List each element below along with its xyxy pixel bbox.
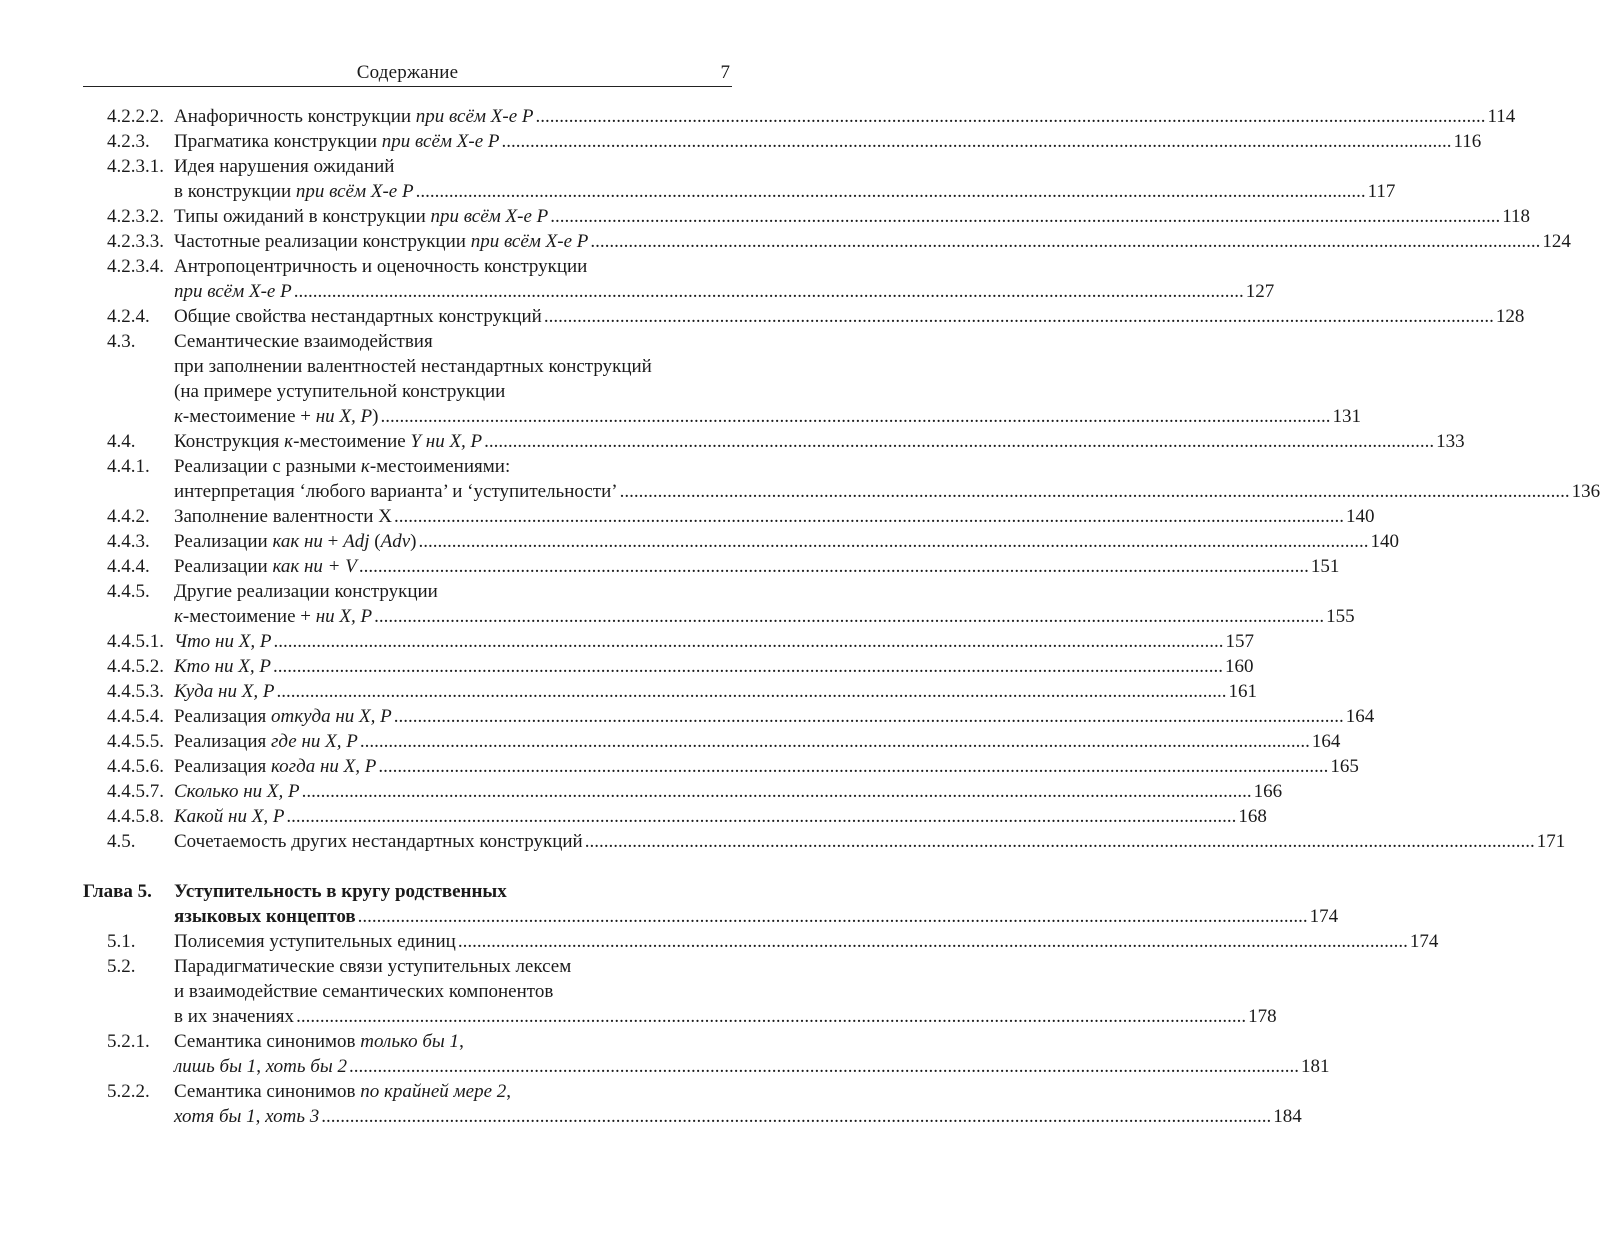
toc-entry-line bbox=[0, 404, 1361, 429]
dot-leader: ........................................................................................................................................................................................................ bbox=[358, 556, 1309, 577]
dot-leader: ........................................................................................................................................................................................................ bbox=[276, 681, 1227, 702]
toc-title-italic-fragment: только бы 1 bbox=[360, 1031, 460, 1052]
toc-page-number[interactable]: 174 bbox=[1409, 931, 1439, 952]
toc-page-number[interactable]: 118 bbox=[1502, 206, 1531, 227]
table-of-contents bbox=[0, 104, 1600, 1129]
toc-title-fragment: -местоимение + bbox=[182, 606, 316, 627]
toc-entry[interactable] bbox=[0, 304, 1525, 329]
toc-entry-number: 4.2.4. bbox=[107, 306, 150, 327]
toc-entry-line bbox=[0, 629, 1254, 654]
toc-entry-title bbox=[174, 929, 1439, 954]
toc-page-number[interactable]: 171 bbox=[1536, 831, 1566, 852]
dot-leader: ........................................................................................................................................................................................................ bbox=[457, 931, 1408, 952]
toc-entry[interactable] bbox=[0, 679, 1257, 704]
toc-entry-number: 4.4.5.3. bbox=[107, 681, 164, 702]
toc-entry-number: 4.4. bbox=[107, 431, 136, 452]
toc-title-fragment: -местоимение bbox=[293, 431, 411, 452]
toc-entry[interactable] bbox=[0, 154, 1396, 204]
toc-entry[interactable] bbox=[0, 804, 1267, 829]
toc-title-fragment: и взаимодействие семантических компонентов bbox=[174, 981, 554, 1002]
toc-title-italic-fragment: как ни + V bbox=[272, 556, 357, 577]
toc-entry-number: 4.2.3. bbox=[107, 131, 150, 152]
toc-entry-title bbox=[174, 379, 732, 404]
toc-title-fragment: языковых концептов bbox=[174, 906, 356, 927]
toc-title-italic-fragment: где ни Х, Р bbox=[271, 731, 358, 752]
toc-entry-title bbox=[174, 1004, 1277, 1029]
toc-entry[interactable] bbox=[0, 729, 1341, 754]
toc-entry-title bbox=[174, 629, 1254, 654]
toc-entry-title bbox=[174, 229, 1571, 254]
toc-entry-number: 4.4.2. bbox=[107, 506, 150, 527]
toc-title-fragment: Анафоричность конструкции bbox=[174, 106, 416, 127]
toc-entry-title bbox=[174, 704, 1375, 729]
toc-title-italic-fragment: Adv bbox=[380, 531, 411, 552]
toc-entry-title bbox=[174, 479, 1600, 504]
toc-entry[interactable] bbox=[0, 654, 1254, 679]
toc-entry-line bbox=[0, 429, 1465, 454]
toc-entry-title bbox=[174, 504, 1375, 529]
toc-page-number[interactable]: 127 bbox=[1245, 281, 1275, 302]
toc-entry-number: 5.1. bbox=[107, 931, 136, 952]
dot-leader: ........................................................................................................................................................................................................ bbox=[286, 806, 1237, 827]
toc-entry-title bbox=[174, 404, 1361, 429]
toc-entry-number: 4.4.5.7. bbox=[107, 781, 164, 802]
toc-entry-line bbox=[0, 504, 1375, 529]
toc-entry-line bbox=[0, 1104, 1302, 1129]
toc-entry-title bbox=[174, 304, 1525, 329]
dot-leader: ........................................................................................................................................................................................................ bbox=[380, 406, 1331, 427]
dot-leader: ........................................................................................................................................................................................................ bbox=[357, 906, 1308, 927]
toc-chapter-entry[interactable] bbox=[0, 879, 1339, 929]
toc-entry-line bbox=[0, 354, 827, 379]
toc-entry-number: 4.4.5.5. bbox=[107, 731, 164, 752]
dot-leader: ........................................................................................................................................................................................................ bbox=[393, 506, 1344, 527]
toc-page-number[interactable]: 181 bbox=[1300, 1056, 1330, 1077]
toc-title-fragment: Парадигматические связи уступительных лексем bbox=[174, 956, 572, 977]
toc-entry-line bbox=[0, 229, 1571, 254]
toc-title-fragment: (на примере уступительной конструкции bbox=[174, 381, 506, 402]
toc-entry-line bbox=[0, 1029, 827, 1054]
toc-entry-title bbox=[174, 1079, 732, 1104]
toc-entry[interactable] bbox=[0, 529, 1399, 554]
toc-entry-line bbox=[0, 1054, 1330, 1079]
toc-title-fragment: Реализации bbox=[174, 556, 273, 577]
toc-title-italic-fragment: Куда ни Х, Р bbox=[174, 681, 275, 702]
toc-entry-number: 4.2.2.2. bbox=[107, 106, 164, 127]
toc-entry-number: 4.5. bbox=[107, 831, 136, 852]
toc-title-fragment: + bbox=[322, 531, 344, 552]
dot-leader: ........................................................................................................................................................................................................ bbox=[272, 656, 1223, 677]
toc-title-italic-fragment: при всём Х-е Р bbox=[381, 131, 500, 152]
toc-entry[interactable] bbox=[0, 629, 1254, 654]
toc-entry-line bbox=[0, 279, 1275, 304]
toc-entry-title bbox=[174, 454, 732, 479]
toc-title-fragment: Уступительность в кругу родственных bbox=[174, 881, 507, 902]
dot-leader: ........................................................................................................................................................................................................ bbox=[374, 606, 1325, 627]
toc-title-italic-fragment: при всём Х-е Р bbox=[174, 281, 292, 302]
toc-entry[interactable] bbox=[0, 754, 1359, 779]
toc-entry-line bbox=[0, 554, 1340, 579]
toc-title-italic-fragment: ни Х, Р bbox=[315, 406, 373, 427]
toc-entry-title bbox=[174, 279, 1275, 304]
toc-entry[interactable] bbox=[0, 1029, 1330, 1079]
toc-entry-number: 5.2.2. bbox=[107, 1081, 150, 1102]
dot-leader: ........................................................................................................................................................................................................ bbox=[535, 106, 1486, 127]
toc-entry-line bbox=[0, 304, 1525, 329]
toc-page-number[interactable]: 140 bbox=[1370, 531, 1399, 552]
toc-title-fragment: Реализации bbox=[174, 531, 273, 552]
toc-title-fragment: Другие реализации конструкции bbox=[174, 581, 438, 602]
toc-title-fragment: в их значениях bbox=[174, 1006, 295, 1027]
toc-entry-line bbox=[0, 979, 827, 1004]
dot-leader: ........................................................................................................................................................................................................ bbox=[584, 831, 1535, 852]
toc-title-fragment: -местоимение + bbox=[182, 406, 316, 427]
toc-title-italic-fragment: Сколько ни Х, Р bbox=[174, 781, 300, 802]
dot-leader: ........................................................................................................................................................................................................ bbox=[296, 1006, 1247, 1027]
toc-entry-title bbox=[174, 779, 1283, 804]
toc-entry-line bbox=[0, 204, 1531, 229]
toc-page-number[interactable]: 165 bbox=[1330, 756, 1359, 777]
toc-title-fragment: Заполнение валентности Х bbox=[174, 506, 392, 527]
toc-title-italic-fragment: откуда ни Х, Р bbox=[271, 706, 392, 727]
toc-page-number[interactable]: 116 bbox=[1453, 131, 1482, 152]
toc-entry-line bbox=[0, 704, 1375, 729]
toc-entry-title bbox=[174, 429, 1465, 454]
toc-title-fragment: , bbox=[255, 1106, 266, 1127]
toc-entry-title bbox=[174, 1029, 732, 1054]
toc-entry-number: 5.2.1. bbox=[107, 1031, 150, 1052]
toc-title-italic-fragment: хотя бы 1 bbox=[174, 1106, 256, 1127]
toc-entry-line bbox=[0, 379, 827, 404]
toc-entry-line bbox=[0, 654, 1254, 679]
toc-entry-title bbox=[174, 979, 732, 1004]
toc-page-number[interactable]: 140 bbox=[1345, 506, 1375, 527]
toc-entry[interactable] bbox=[0, 1079, 1302, 1129]
toc-title-italic-fragment: при всём Х-е Р bbox=[415, 106, 534, 127]
toc-title-italic-fragment: Adj bbox=[343, 531, 370, 552]
toc-entry[interactable] bbox=[0, 779, 1283, 804]
dot-leader: ........................................................................................................................................................................................................ bbox=[321, 1106, 1272, 1127]
toc-entry-line bbox=[0, 104, 1516, 129]
toc-entry-title bbox=[174, 829, 1566, 854]
toc-page-number[interactable]: 124 bbox=[1542, 231, 1571, 252]
toc-title-fragment: ) bbox=[372, 406, 379, 427]
toc-entry-number: 5.2. bbox=[107, 956, 136, 977]
toc-entry-number: 4.4.5.2. bbox=[107, 656, 164, 677]
toc-title-italic-fragment: к bbox=[284, 431, 294, 452]
toc-entry-number: 4.4.3. bbox=[107, 531, 150, 552]
toc-title-fragment: Семантические взаимодействия bbox=[174, 331, 433, 352]
toc-entry[interactable] bbox=[0, 554, 1340, 579]
dot-leader: ........................................................................................................................................................................................................ bbox=[484, 431, 1435, 452]
toc-entry-line bbox=[0, 154, 827, 179]
toc-entry-title bbox=[174, 254, 732, 279]
dot-leader: ........................................................................................................................................................................................................ bbox=[543, 306, 1494, 327]
toc-entry[interactable] bbox=[0, 254, 1275, 304]
dot-leader: ........................................................................................................................................................................................................ bbox=[301, 781, 1252, 802]
toc-title-italic-fragment: Y ни Х, Р bbox=[410, 431, 483, 452]
toc-page-number[interactable]: 157 bbox=[1225, 631, 1254, 652]
toc-entry-number: 4.2.3.4. bbox=[107, 256, 164, 277]
toc-title-italic-fragment: к bbox=[174, 406, 183, 427]
toc-title-italic-fragment: когда ни Х, Р bbox=[271, 756, 377, 777]
toc-title-fragment: , bbox=[459, 1031, 464, 1052]
header-page-number: 7 bbox=[720, 62, 730, 83]
toc-title-fragment: ( bbox=[369, 531, 381, 552]
toc-title-fragment: Общие свойства нестандартных конструкций bbox=[174, 306, 542, 327]
toc-title-fragment: Сочетаемость других нестандартных конструкций bbox=[174, 831, 583, 852]
toc-entry[interactable] bbox=[0, 129, 1482, 154]
toc-entry[interactable] bbox=[0, 954, 1277, 1029]
toc-entry-line bbox=[0, 529, 1399, 554]
toc-entry-line bbox=[0, 729, 1341, 754]
toc-entry-title bbox=[174, 204, 1531, 229]
toc-entry-line bbox=[0, 329, 827, 354]
toc-page-number[interactable]: 117 bbox=[1367, 181, 1396, 202]
dot-leader: ........................................................................................................................................................................................................ bbox=[415, 181, 1366, 202]
toc-title-fragment: Конструкция bbox=[174, 431, 285, 452]
section-gap bbox=[0, 854, 827, 879]
toc-entry-title bbox=[174, 729, 1341, 754]
toc-entry-title bbox=[174, 329, 732, 354]
toc-entry-number: 4.4.5.8. bbox=[107, 806, 164, 827]
toc-page-number[interactable]: 164 bbox=[1311, 731, 1341, 752]
toc-title-fragment: Реализация bbox=[174, 731, 271, 752]
toc-entry[interactable] bbox=[0, 229, 1571, 254]
toc-page-number[interactable]: 136 bbox=[1571, 481, 1600, 502]
toc-entry-number: 4.3. bbox=[107, 331, 136, 352]
toc-entry-title bbox=[174, 604, 1355, 629]
toc-entry-number: 4.4.5.4. bbox=[107, 706, 164, 727]
dot-leader: ........................................................................................................................................................................................................ bbox=[590, 231, 1541, 252]
toc-page-number[interactable]: 131 bbox=[1332, 406, 1361, 427]
dot-leader: ........................................................................................................................................................................................................ bbox=[418, 531, 1369, 552]
toc-entry-title bbox=[174, 654, 1254, 679]
toc-entry-line bbox=[0, 1004, 1277, 1029]
toc-entry-title bbox=[174, 554, 1340, 579]
toc-title-italic-fragment: как ни bbox=[272, 531, 323, 552]
toc-title-italic-fragment: Что ни Х, Р bbox=[174, 631, 272, 652]
toc-entry-number: 4.4.1. bbox=[107, 456, 150, 477]
toc-page-number[interactable]: 151 bbox=[1310, 556, 1340, 577]
toc-entry-line bbox=[0, 604, 1355, 629]
toc-entry-title bbox=[174, 804, 1267, 829]
dot-leader: ........................................................................................................................................................................................................ bbox=[348, 1056, 1299, 1077]
toc-title-fragment: Семантика синонимов bbox=[174, 1081, 361, 1102]
toc-entry-title bbox=[174, 354, 732, 379]
dot-leader: ........................................................................................................................................................................................................ bbox=[378, 756, 1329, 777]
toc-entry-title bbox=[174, 579, 732, 604]
toc-entry-number: 4.4.4. bbox=[107, 556, 150, 577]
toc-title-italic-fragment: при всём Х-е Р bbox=[430, 206, 549, 227]
toc-title-fragment: Реализация bbox=[174, 756, 271, 777]
toc-page-number[interactable]: 184 bbox=[1273, 1106, 1302, 1127]
toc-entry-line bbox=[0, 829, 1566, 854]
toc-title-fragment: Реализации с разными bbox=[174, 456, 361, 477]
toc-entry-number: 4.4.5. bbox=[107, 581, 150, 602]
toc-entry-line bbox=[0, 779, 1283, 804]
toc-entry-line bbox=[0, 679, 1257, 704]
dot-leader: ........................................................................................................................................................................................................ bbox=[501, 131, 1452, 152]
toc-title-italic-fragment: хоть 3 bbox=[265, 1106, 320, 1127]
toc-entry-line bbox=[0, 479, 1600, 504]
toc-entry-title bbox=[174, 879, 732, 904]
toc-title-italic-fragment: при всём Х-е Р bbox=[470, 231, 589, 252]
toc-title-fragment: Типы ожиданий в конструкции bbox=[174, 206, 431, 227]
toc-entry-line bbox=[0, 579, 827, 604]
toc-title-fragment: Антропоцентричность и оценочность конструкции bbox=[174, 256, 588, 277]
toc-title-fragment: Семантика синонимов bbox=[174, 1031, 361, 1052]
toc-entry[interactable] bbox=[0, 454, 1600, 504]
toc-page-number[interactable]: 164 bbox=[1345, 706, 1375, 727]
toc-entry[interactable] bbox=[0, 204, 1531, 229]
toc-entry[interactable] bbox=[0, 504, 1375, 529]
toc-entry-line bbox=[0, 954, 827, 979]
toc-title-fragment: Прагматика конструкции bbox=[174, 131, 382, 152]
toc-title-italic-fragment: к bbox=[174, 606, 183, 627]
toc-page-number[interactable]: 114 bbox=[1487, 106, 1516, 127]
toc-entry-number: 4.4.5.6. bbox=[107, 756, 164, 777]
toc-entry-title bbox=[174, 1054, 1330, 1079]
toc-entry-title bbox=[174, 529, 1399, 554]
toc-page-number[interactable]: 178 bbox=[1248, 1006, 1277, 1027]
toc-entry-line bbox=[0, 754, 1359, 779]
toc-title-italic-fragment: хоть бы 2 bbox=[265, 1056, 347, 1077]
dot-leader: ........................................................................................................................................................................................................ bbox=[293, 281, 1244, 302]
toc-page-number[interactable]: 166 bbox=[1253, 781, 1283, 802]
toc-title-fragment: Реализация bbox=[174, 706, 271, 727]
toc-title-italic-fragment: по крайней мере 2 bbox=[360, 1081, 507, 1102]
toc-title-italic-fragment: ни Х, Р bbox=[315, 606, 373, 627]
toc-entry[interactable] bbox=[0, 329, 1361, 429]
dot-leader: ........................................................................................................................................................................................................ bbox=[550, 206, 1501, 227]
toc-page-number[interactable]: 168 bbox=[1238, 806, 1267, 827]
toc-entry-title bbox=[174, 954, 732, 979]
toc-entry[interactable] bbox=[0, 429, 1465, 454]
dot-leader: ........................................................................................................................................................................................................ bbox=[393, 706, 1344, 727]
toc-entry-line bbox=[0, 904, 1339, 929]
toc-title-fragment: , bbox=[506, 1081, 512, 1102]
toc-page-number[interactable]: 161 bbox=[1228, 681, 1257, 702]
toc-entry[interactable] bbox=[0, 929, 1439, 954]
toc-entry[interactable] bbox=[0, 104, 1516, 129]
toc-title-italic-fragment: Какой ни Х, Р bbox=[174, 806, 285, 827]
dot-leader: ........................................................................................................................................................................................................ bbox=[273, 631, 1224, 652]
toc-title-fragment: ) bbox=[410, 531, 417, 552]
toc-entry-line bbox=[0, 879, 827, 904]
toc-title-italic-fragment: к bbox=[360, 456, 370, 477]
toc-page-number[interactable]: 133 bbox=[1436, 431, 1465, 452]
toc-entry-title bbox=[174, 754, 1359, 779]
header-title: Содержание bbox=[356, 62, 459, 83]
toc-entry-line bbox=[0, 454, 827, 479]
toc-entry[interactable] bbox=[0, 829, 1566, 854]
toc-entry-number: 4.2.3.2. bbox=[107, 206, 164, 227]
toc-page-number[interactable]: 128 bbox=[1495, 306, 1525, 327]
toc-title-italic-fragment: лишь бы 1 bbox=[174, 1056, 257, 1077]
running-header bbox=[83, 60, 732, 87]
toc-title-fragment: в конструкции bbox=[174, 181, 296, 202]
toc-title-fragment: Частотные реализации конструкции bbox=[174, 231, 471, 252]
toc-title-fragment: интерпретация ‘любого варианта’ и ‘уступительности’ bbox=[174, 481, 618, 502]
toc-entry-line bbox=[0, 804, 1267, 829]
toc-entry-line bbox=[0, 129, 1482, 154]
toc-entry-title bbox=[174, 104, 1516, 129]
toc-page-number[interactable]: 160 bbox=[1224, 656, 1254, 677]
toc-entry-line bbox=[0, 179, 1396, 204]
toc-entry-number: 4.4.5.1. bbox=[107, 631, 164, 652]
toc-entry-title bbox=[174, 154, 732, 179]
toc-entry-number: Глава 5. bbox=[83, 881, 152, 902]
toc-title-fragment: при заполнении валентностей нестандартных конструкций bbox=[174, 356, 652, 377]
toc-entry-title bbox=[174, 1104, 1302, 1129]
toc-entry-number: 4.2.3.3. bbox=[107, 231, 164, 252]
toc-entry[interactable] bbox=[0, 579, 1355, 629]
toc-page-number[interactable]: 155 bbox=[1326, 606, 1355, 627]
toc-entry[interactable] bbox=[0, 704, 1375, 729]
toc-title-fragment: , bbox=[256, 1056, 266, 1077]
toc-entry-title bbox=[174, 904, 1339, 929]
toc-entry-line bbox=[0, 929, 1439, 954]
toc-entry-title bbox=[174, 679, 1257, 704]
toc-entry-line bbox=[0, 254, 827, 279]
toc-title-italic-fragment: при всём Х-е Р bbox=[295, 181, 414, 202]
toc-title-fragment: Полисемия уступительных единиц bbox=[174, 931, 456, 952]
toc-title-italic-fragment: Кто ни Х, Р bbox=[174, 656, 271, 677]
toc-entry-line bbox=[0, 1079, 827, 1104]
dot-leader: ........................................................................................................................................................................................................ bbox=[359, 731, 1310, 752]
toc-entry-title bbox=[174, 129, 1482, 154]
toc-entry-number: 4.2.3.1. bbox=[107, 156, 164, 177]
toc-entry-title bbox=[174, 179, 1396, 204]
toc-title-fragment: -местоимениями: bbox=[369, 456, 511, 477]
toc-title-fragment: Идея нарушения ожиданий bbox=[174, 156, 395, 177]
toc-page-number[interactable]: 174 bbox=[1309, 906, 1339, 927]
dot-leader: ........................................................................................................................................................................................................ bbox=[619, 481, 1570, 502]
